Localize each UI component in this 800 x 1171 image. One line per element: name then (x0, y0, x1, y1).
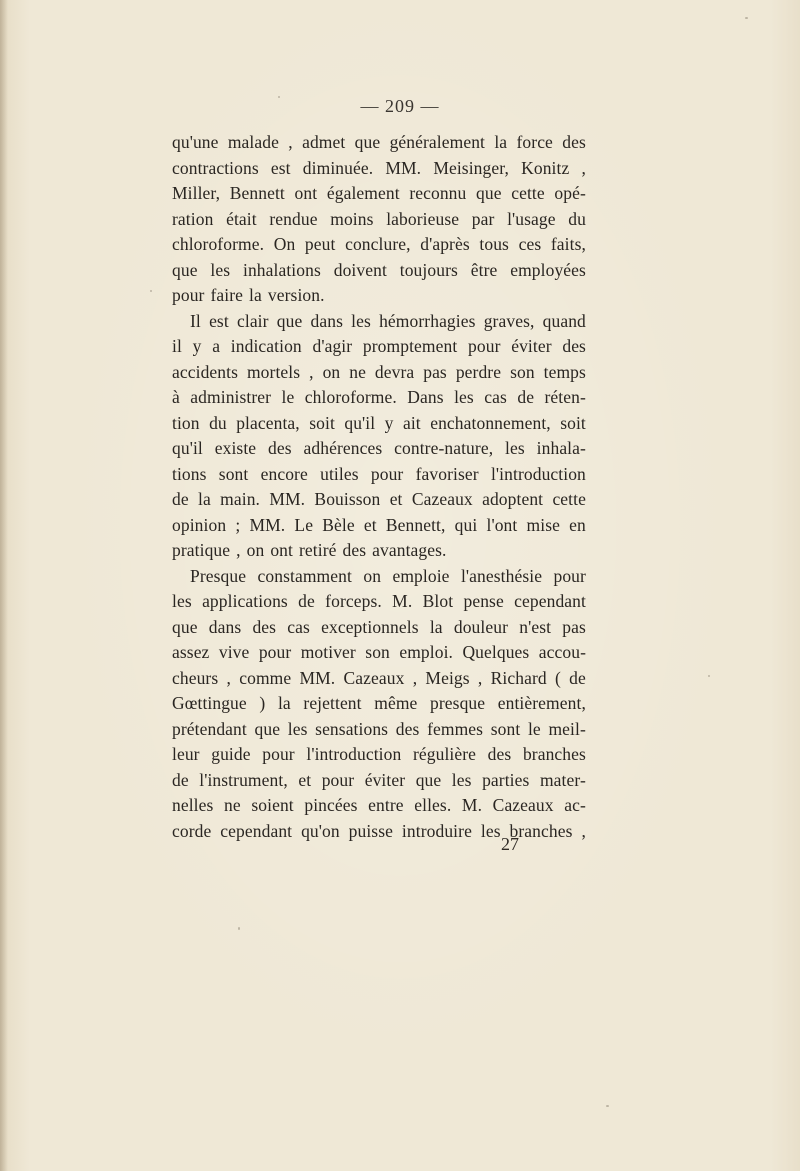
word: , (288, 132, 293, 152)
word: doivent (333, 259, 387, 280)
word: Cazeaux (343, 667, 405, 688)
word: MM. (385, 157, 422, 178)
word: n'est (519, 616, 552, 637)
word: puisse (348, 820, 393, 841)
word: les (480, 820, 501, 841)
word: adhérences (303, 438, 383, 458)
word: éviter (364, 769, 406, 790)
word: le (527, 718, 541, 739)
word: la (249, 285, 262, 305)
word: il (172, 336, 182, 356)
word: pour (553, 565, 586, 586)
word: nelles (172, 795, 214, 815)
word: sensations (315, 718, 389, 739)
word: mater- (539, 769, 586, 790)
text-line (172, 615, 586, 641)
word: l'usage (507, 208, 556, 229)
word: de (298, 591, 315, 611)
word: motiver (300, 642, 356, 662)
word: Bennett (229, 183, 285, 203)
word: que (354, 132, 381, 152)
word: que (415, 769, 442, 790)
word: et (298, 769, 312, 790)
word: réten- (544, 387, 586, 407)
word: de (517, 387, 535, 407)
word: du (568, 208, 586, 229)
word: main. (220, 489, 261, 509)
text-line (172, 462, 586, 488)
paper-speck (278, 96, 280, 98)
word: corde (172, 820, 212, 841)
word: ac- (564, 795, 586, 815)
word: version. (267, 285, 325, 305)
paper-speck (150, 290, 152, 292)
word: contractions (172, 157, 259, 178)
word: guide (211, 744, 251, 764)
word: pense (463, 591, 504, 611)
word: que (172, 616, 198, 637)
word: , (309, 361, 314, 382)
word: régulière (412, 744, 477, 764)
word: diminuée. (302, 157, 374, 178)
word: cette (552, 489, 586, 509)
word: vive (218, 642, 250, 662)
word: les (505, 438, 525, 458)
word: soit (560, 412, 586, 433)
word: emploie (392, 565, 450, 586)
word: faits, (550, 234, 586, 254)
text-line (172, 793, 586, 819)
text-line (172, 156, 586, 182)
word: ; (235, 514, 241, 535)
word: y (384, 412, 394, 433)
word: devra (374, 361, 415, 382)
word: douleur (453, 616, 509, 637)
word: , (226, 667, 231, 688)
word: , (477, 667, 483, 688)
word: le (281, 387, 295, 407)
word: opé- (554, 183, 586, 203)
word: avantages. (372, 540, 447, 560)
word: cheurs (172, 667, 219, 688)
word: Richard (490, 667, 547, 688)
word: on (246, 540, 265, 560)
word: exceptionnels (321, 616, 419, 637)
word: éviter (511, 336, 552, 356)
word: soient (251, 795, 294, 815)
word: Cazeaux (411, 489, 473, 509)
word: sont (490, 718, 521, 739)
word: entre (368, 795, 404, 815)
word: comme (239, 667, 292, 688)
text-line (172, 691, 586, 717)
word: parties (482, 769, 530, 790)
word: des (252, 616, 277, 637)
word: pas (562, 616, 586, 637)
word: hémorrhagies (379, 310, 476, 331)
word: Le (294, 514, 314, 535)
word: encore (260, 463, 308, 484)
word: MM. (299, 667, 336, 688)
word: des (562, 132, 586, 152)
word: des (342, 540, 367, 560)
word: conclure, (345, 234, 411, 254)
spine-shadow (0, 0, 8, 1171)
word: inhalations (242, 259, 321, 280)
paper-speck (745, 17, 748, 19)
word: mise (526, 514, 560, 535)
word: on (322, 361, 341, 382)
word: ( (554, 667, 561, 688)
word: admet (302, 132, 346, 152)
word: et (363, 514, 377, 535)
word: qu'il (172, 438, 203, 458)
word: peut (304, 234, 336, 254)
word: son (365, 642, 390, 662)
word: leur (172, 744, 200, 764)
word: laborieuse (386, 208, 460, 229)
word: forceps. (325, 591, 382, 611)
word: même (374, 693, 418, 713)
word: cependant (514, 591, 586, 611)
word: que (476, 183, 502, 203)
word: qu'une (172, 132, 219, 152)
text-line (172, 640, 586, 666)
text-line (172, 538, 586, 564)
body-text (172, 130, 586, 844)
word: la (494, 132, 508, 152)
word: l'introduction (306, 744, 402, 764)
word: force (516, 132, 553, 152)
word: ) (259, 693, 266, 713)
word: Bouisson (314, 489, 381, 509)
word: MM. (269, 489, 306, 509)
word: les (351, 310, 371, 331)
word: à (172, 387, 180, 407)
word: tions (172, 463, 207, 484)
word: ait (402, 412, 421, 433)
word: soit (309, 412, 335, 433)
word: les (454, 387, 474, 407)
word: chloroforme. (304, 387, 397, 407)
text-line (172, 309, 586, 335)
word: cas (484, 387, 507, 407)
word: ont (270, 540, 293, 560)
paper-speck (708, 675, 710, 677)
word: Il (190, 310, 201, 331)
word: pour (370, 463, 404, 484)
word: constamment (257, 565, 352, 586)
word: femmes (427, 718, 484, 739)
word: branches (522, 744, 586, 764)
word: l'instrument, (199, 769, 288, 790)
word: dans (208, 616, 242, 637)
word: qu'on (301, 820, 340, 841)
word: de (172, 489, 189, 509)
word: elles. (414, 795, 452, 815)
word: indication (230, 336, 302, 356)
word: , (581, 820, 586, 841)
word: rendue (269, 208, 318, 229)
word: mortels (246, 361, 301, 382)
word: inhala- (536, 438, 586, 458)
word: prétendant (172, 718, 247, 739)
word: quand (542, 310, 586, 331)
word: que (254, 718, 281, 739)
word: et (389, 489, 403, 509)
word: du (209, 412, 227, 433)
word: Gœttingue (172, 693, 247, 713)
word: ont (294, 183, 318, 203)
word: les (451, 769, 472, 790)
word: dans (310, 310, 343, 331)
word: sont (218, 463, 249, 484)
word: l'anesthésie (460, 565, 543, 586)
word: également (326, 183, 400, 203)
word: accou- (538, 642, 586, 662)
text-line (172, 742, 586, 768)
word: pour (172, 285, 205, 305)
word: administrer (190, 387, 272, 407)
word: la (277, 693, 291, 713)
text-line (172, 589, 586, 615)
word: tous (479, 234, 509, 254)
word: Presque (190, 565, 247, 586)
word: son (510, 361, 535, 382)
word: que (276, 310, 303, 331)
word: d'agir (312, 336, 353, 356)
word: l'introduction (490, 463, 586, 484)
word: la (429, 616, 443, 637)
word: Blot (422, 591, 454, 611)
word: perdre (455, 361, 502, 382)
paper-speck (238, 927, 240, 930)
text-line (172, 436, 586, 462)
word: meil- (548, 718, 586, 739)
word: les (210, 259, 231, 280)
text-line (172, 283, 586, 309)
word: être (470, 259, 498, 280)
word: Bèle (322, 514, 355, 535)
word: cas (287, 616, 310, 637)
word: opinion (172, 514, 227, 535)
word: M. (392, 591, 413, 611)
word: tion (172, 412, 200, 433)
page-number: — 209 — (360, 96, 440, 116)
text-line (172, 768, 586, 794)
word: presque (430, 693, 486, 713)
word: Meigs (425, 667, 470, 688)
word: On (273, 234, 296, 254)
text-line (172, 232, 586, 258)
word: graves, (483, 310, 535, 331)
text-line (172, 385, 586, 411)
word: Dans (407, 387, 444, 407)
text-line (172, 181, 586, 207)
word: MM. (249, 514, 286, 535)
text-line (172, 487, 586, 513)
word: y (192, 336, 202, 356)
word: ne (224, 795, 241, 815)
word: ne (349, 361, 366, 382)
word: Quelques (462, 642, 530, 662)
text-line (172, 717, 586, 743)
word: clair (236, 310, 269, 331)
word: existe (214, 438, 257, 458)
word: pour (258, 642, 292, 662)
word: pour (262, 744, 295, 764)
word: a (212, 336, 221, 356)
text-line (172, 411, 586, 437)
word: des (395, 718, 420, 739)
word: des (562, 336, 586, 356)
word: malade (227, 132, 279, 152)
word: est (209, 310, 229, 331)
word: entièrement, (497, 693, 586, 713)
word: branches (509, 820, 573, 841)
word: ration (172, 208, 214, 229)
paper-speck (606, 1105, 609, 1107)
word: Meisinger, (433, 157, 509, 178)
word: qu'il (344, 412, 376, 433)
word: moins (330, 208, 374, 229)
text-line (172, 666, 586, 692)
word: emploi. (399, 642, 454, 662)
word: de (172, 769, 189, 790)
word: les (172, 591, 192, 611)
word: pincées (304, 795, 358, 815)
word: M. (461, 795, 483, 815)
word: pour (321, 769, 355, 790)
word: est (270, 157, 291, 178)
word: pour (468, 336, 501, 356)
word: retiré (299, 540, 337, 560)
word: les (287, 718, 308, 739)
word: d'après (420, 234, 470, 254)
word: cependant (220, 820, 293, 841)
word: Cazeaux (492, 795, 554, 815)
word: de (569, 667, 586, 688)
word: reconnu (409, 183, 467, 203)
word: rejettent (303, 693, 362, 713)
word: par (471, 208, 495, 229)
text-line (172, 360, 586, 386)
word: était (226, 208, 257, 229)
word: l'ont (486, 514, 518, 535)
word: Konitz (521, 157, 570, 178)
word: favoriser (415, 463, 479, 484)
word: , (236, 540, 241, 560)
word: chloroforme. (172, 234, 265, 254)
word: généralement (389, 132, 486, 152)
word: enchatonnement, (430, 412, 551, 433)
word: faire (210, 285, 244, 305)
text-line (172, 258, 586, 284)
word: pas (423, 361, 447, 382)
word: placenta, (236, 412, 300, 433)
word: cette (511, 183, 545, 203)
word: adoptent (482, 489, 544, 509)
word: introduire (401, 820, 472, 841)
text-line (172, 334, 586, 360)
word: temps (543, 361, 586, 382)
text-line (172, 564, 586, 590)
word: assez (172, 642, 210, 662)
word: des (268, 438, 292, 458)
word: Miller, (172, 183, 221, 203)
word: des (487, 744, 512, 764)
word: ces (518, 234, 542, 254)
word: on (363, 565, 382, 586)
word: que (172, 259, 198, 280)
word: Bennett, (385, 514, 446, 535)
word: toujours (399, 259, 458, 280)
text-line (172, 130, 586, 156)
word: la (198, 489, 211, 509)
text-line (172, 207, 586, 233)
word: contre-nature, (394, 438, 494, 458)
word: promptement (362, 336, 458, 356)
word: , (412, 667, 418, 688)
word: utiles (320, 463, 359, 484)
text-line (172, 513, 586, 539)
word: qui (454, 514, 478, 535)
word: accidents (172, 361, 239, 382)
word: , (581, 157, 586, 178)
word: applications (202, 591, 288, 611)
word: en (569, 514, 586, 535)
word: pratique (172, 540, 231, 560)
word: employées (510, 259, 586, 280)
signature-mark: 27 (501, 834, 519, 854)
